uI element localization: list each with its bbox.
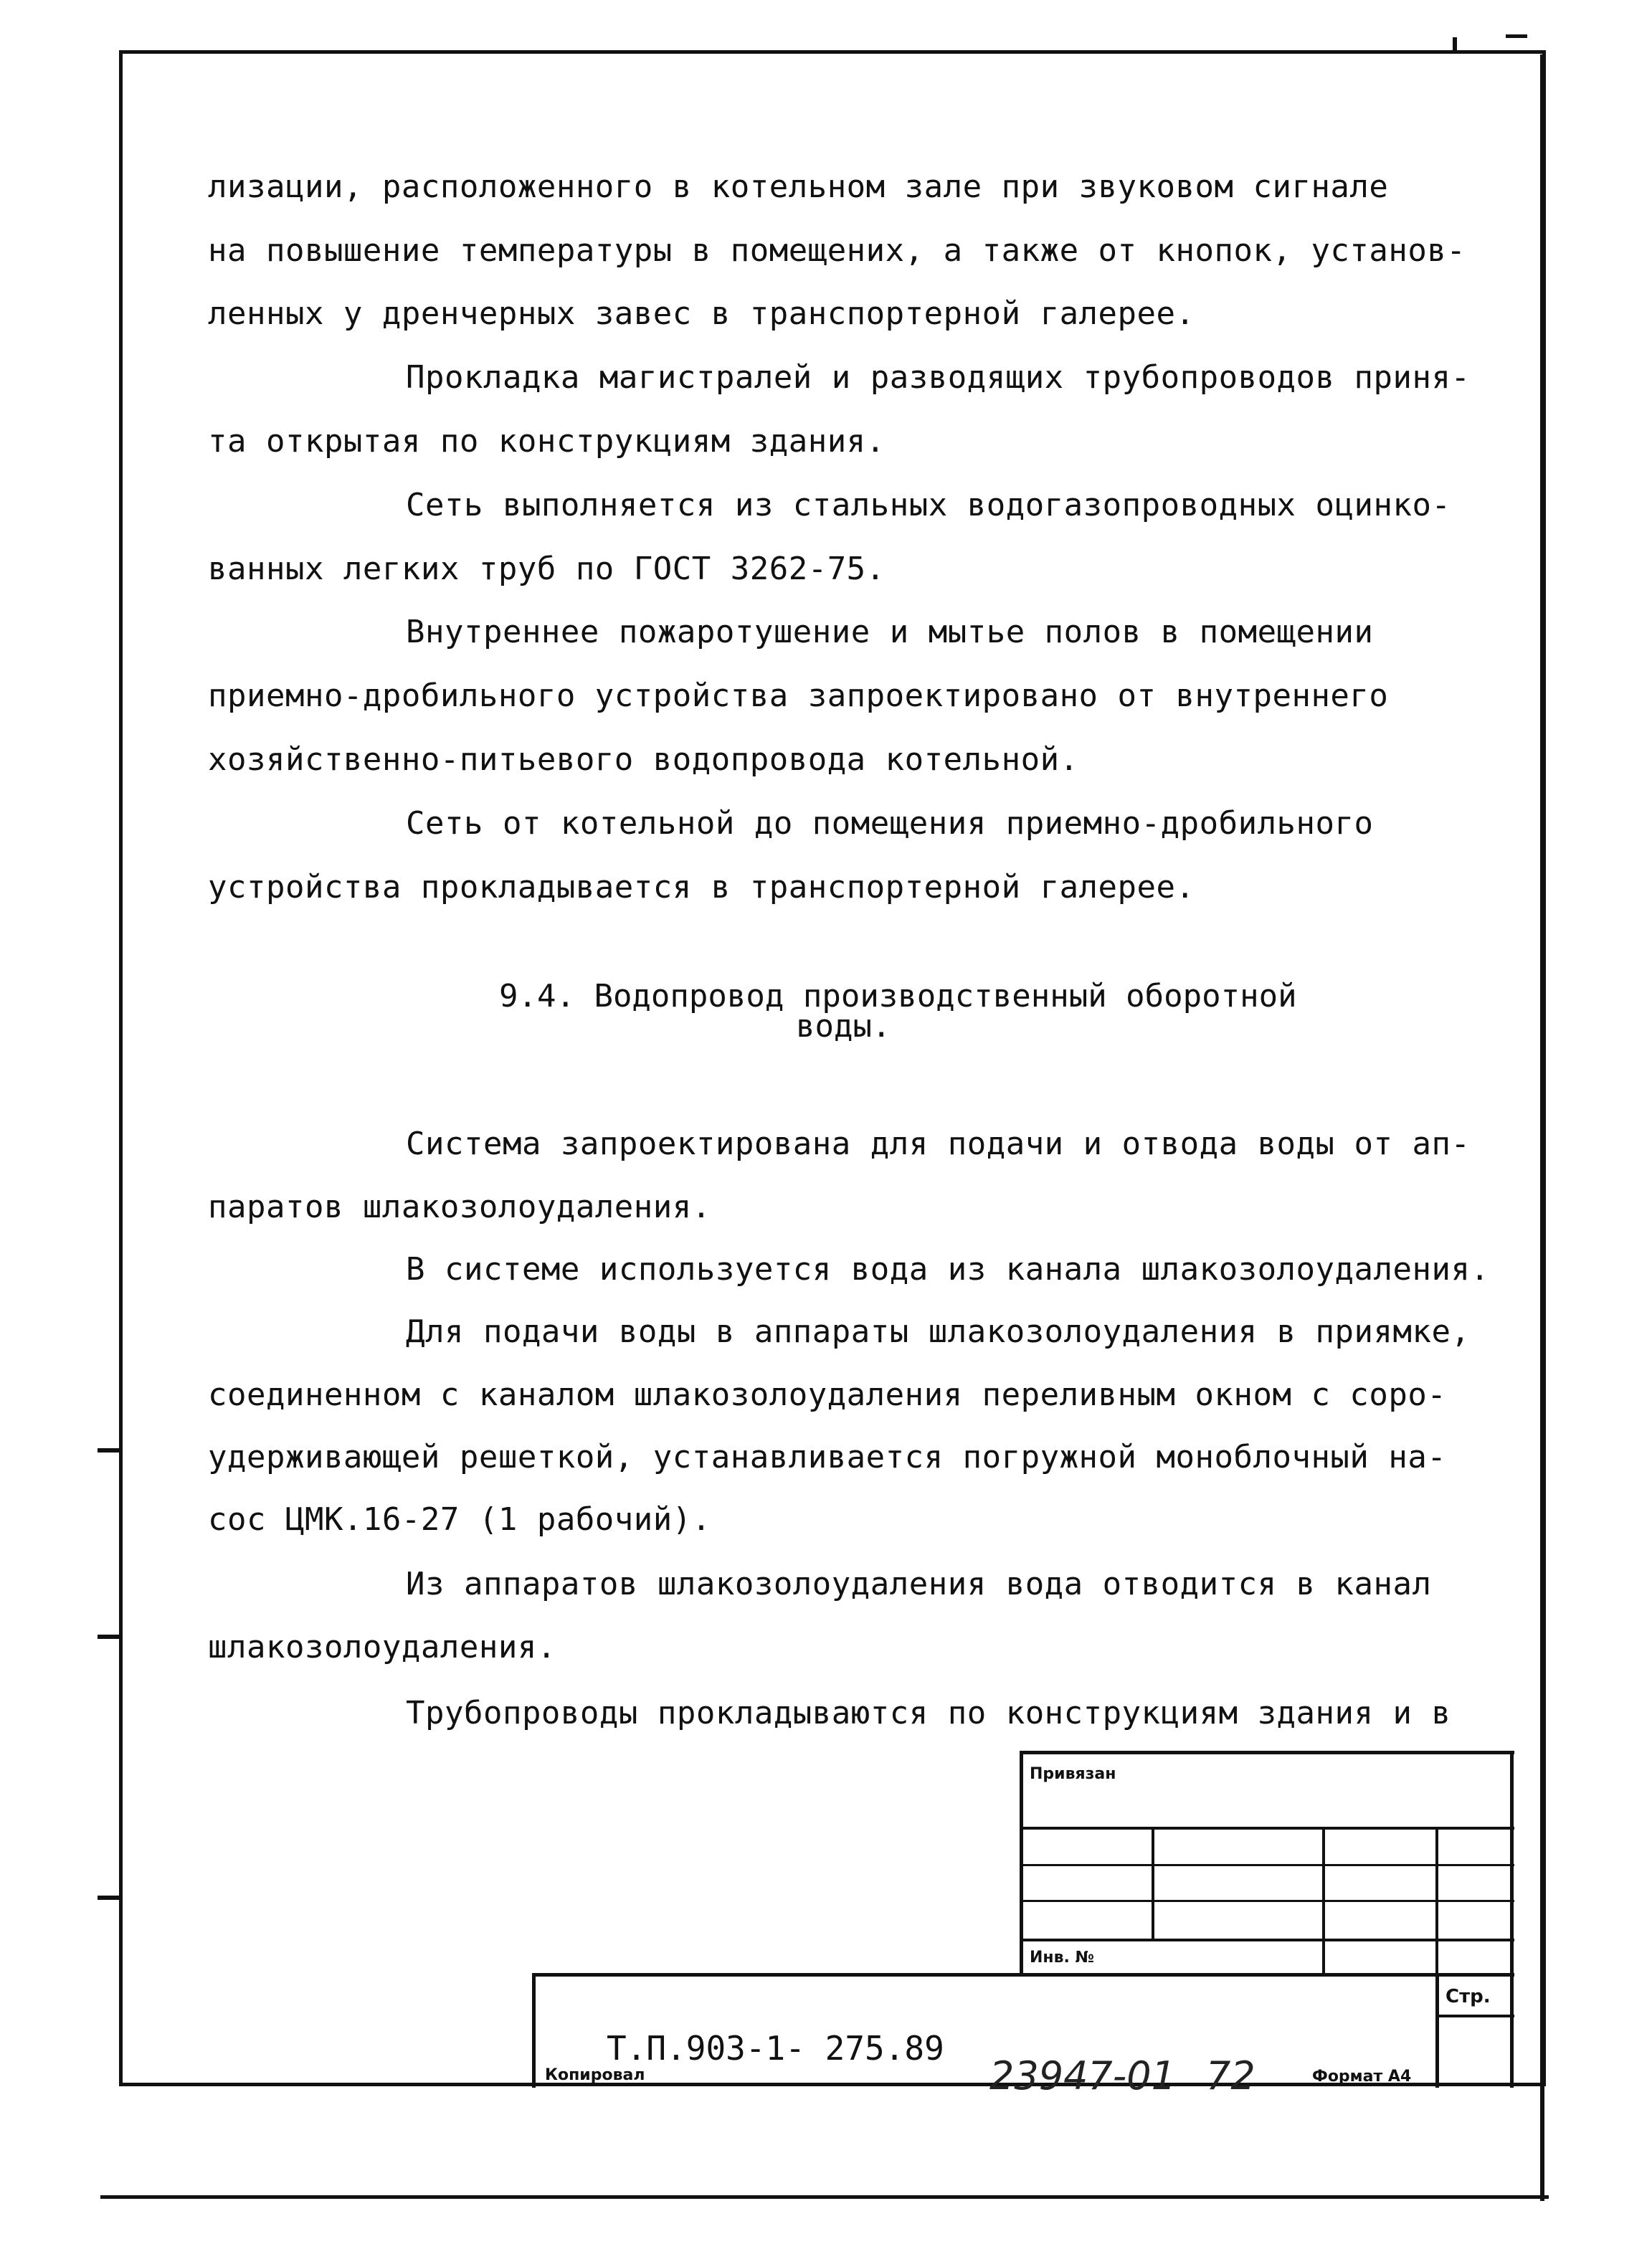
binding-tick-mark bbox=[98, 1635, 122, 1639]
text-line: Из аппаратов шлакозолоудаления вода отводится в канал bbox=[406, 1566, 1432, 1602]
title-block-border bbox=[1020, 1751, 1514, 1754]
top-dash-mark bbox=[1506, 34, 1527, 38]
text-line: паратов шлакозолоудаления. bbox=[208, 1189, 711, 1225]
text-line: шлакозолоудаления. bbox=[208, 1629, 556, 1665]
binding-tick-mark bbox=[98, 1896, 122, 1900]
attached-label: Привязан bbox=[1030, 1765, 1116, 1783]
page-label: Стр. bbox=[1446, 1986, 1491, 2007]
binding-tick-mark bbox=[98, 1448, 122, 1453]
sheet-number: 72 bbox=[1206, 2053, 1255, 2098]
text-line: Прокладка магистралей и разводящих трубопроводов приня- bbox=[406, 359, 1471, 396]
text-line: хозяйственно-питьевого водопровода котельной. bbox=[208, 741, 1079, 778]
title-block-border bbox=[1020, 1900, 1514, 1902]
text-line: Трубопроводы прокладываются по конструкциям здания и в bbox=[406, 1695, 1451, 1731]
text-line: устройства прокладывается в транспортерной галерее. bbox=[208, 869, 1195, 905]
page-bottom-line bbox=[100, 2195, 1549, 2199]
text-line: удерживающей решеткой, устанавливается погружной моноблочный на- bbox=[208, 1439, 1447, 1475]
title-block-border bbox=[1020, 1864, 1514, 1866]
text-line: на повышение температуры в помещених, а также от кнопок, установ- bbox=[208, 232, 1466, 269]
top-tick-mark bbox=[1453, 37, 1457, 53]
section-heading: 9.4. Водопровод производственный оборотной bbox=[499, 978, 1297, 1014]
text-line: В системе используется вода из канала шлакозолоудаления. bbox=[406, 1251, 1490, 1288]
page-frame-right-edge bbox=[1540, 54, 1544, 2201]
title-block-border bbox=[532, 1973, 1514, 1977]
text-line: Сеть от котельной до помещения приемно-дробильного bbox=[406, 805, 1374, 842]
title-block-border bbox=[1020, 1939, 1514, 1941]
title-block-border bbox=[1435, 1973, 1439, 2088]
text-line: лизации, расположенного в котельном зале при звуковом сигнале bbox=[208, 168, 1389, 205]
format-label: Формат А4 bbox=[1312, 2068, 1412, 2086]
title-block-border bbox=[1020, 1827, 1514, 1830]
text-line: та открытая по конструкциям здания. bbox=[208, 423, 886, 460]
page-frame bbox=[119, 50, 1546, 2086]
text-line: Сеть выполняется из стальных водогазопроводных оцинко- bbox=[406, 487, 1451, 523]
text-line: Внутреннее пожаротушение и мытье полов в помещении bbox=[406, 614, 1374, 650]
text-line: Система запроектирована для подачи и отвода воды от ап- bbox=[406, 1126, 1471, 1162]
copied-by-label: Копировал bbox=[545, 2066, 645, 2084]
text-line: сос ЦМК.16-27 (1 рабочий). bbox=[208, 1501, 711, 1538]
text-line: ванных легких труб по ГОСТ 3262-75. bbox=[208, 551, 886, 587]
document-code: Т.П.903-1- 275.89 bbox=[607, 2029, 944, 2068]
text-line: ленных у дренчерных завес в транспортерной галерее. bbox=[208, 295, 1195, 332]
title-block-border bbox=[1322, 1830, 1325, 1973]
title-block-border bbox=[1510, 1751, 1514, 1830]
title-block-border bbox=[1152, 1830, 1154, 1939]
title-block-border bbox=[1435, 1830, 1438, 1973]
text-line: Для подачи воды в аппараты шлакозолоудаления в приямке, bbox=[406, 1313, 1471, 1350]
text-line: приемно-дробильного устройства запроектировано от внутреннего bbox=[208, 678, 1389, 714]
text-line: соединенном с каналом шлакозолоудаления переливным окном с соро- bbox=[208, 1377, 1447, 1413]
title-block-border bbox=[1435, 2015, 1514, 2017]
order-number: 23947-01 bbox=[989, 2053, 1176, 2098]
section-heading-continuation: воды. bbox=[796, 1008, 891, 1045]
title-block-border bbox=[532, 1973, 536, 2088]
inventory-number-label: Инв. № bbox=[1030, 1949, 1095, 1967]
title-block-border bbox=[1510, 1830, 1514, 2088]
